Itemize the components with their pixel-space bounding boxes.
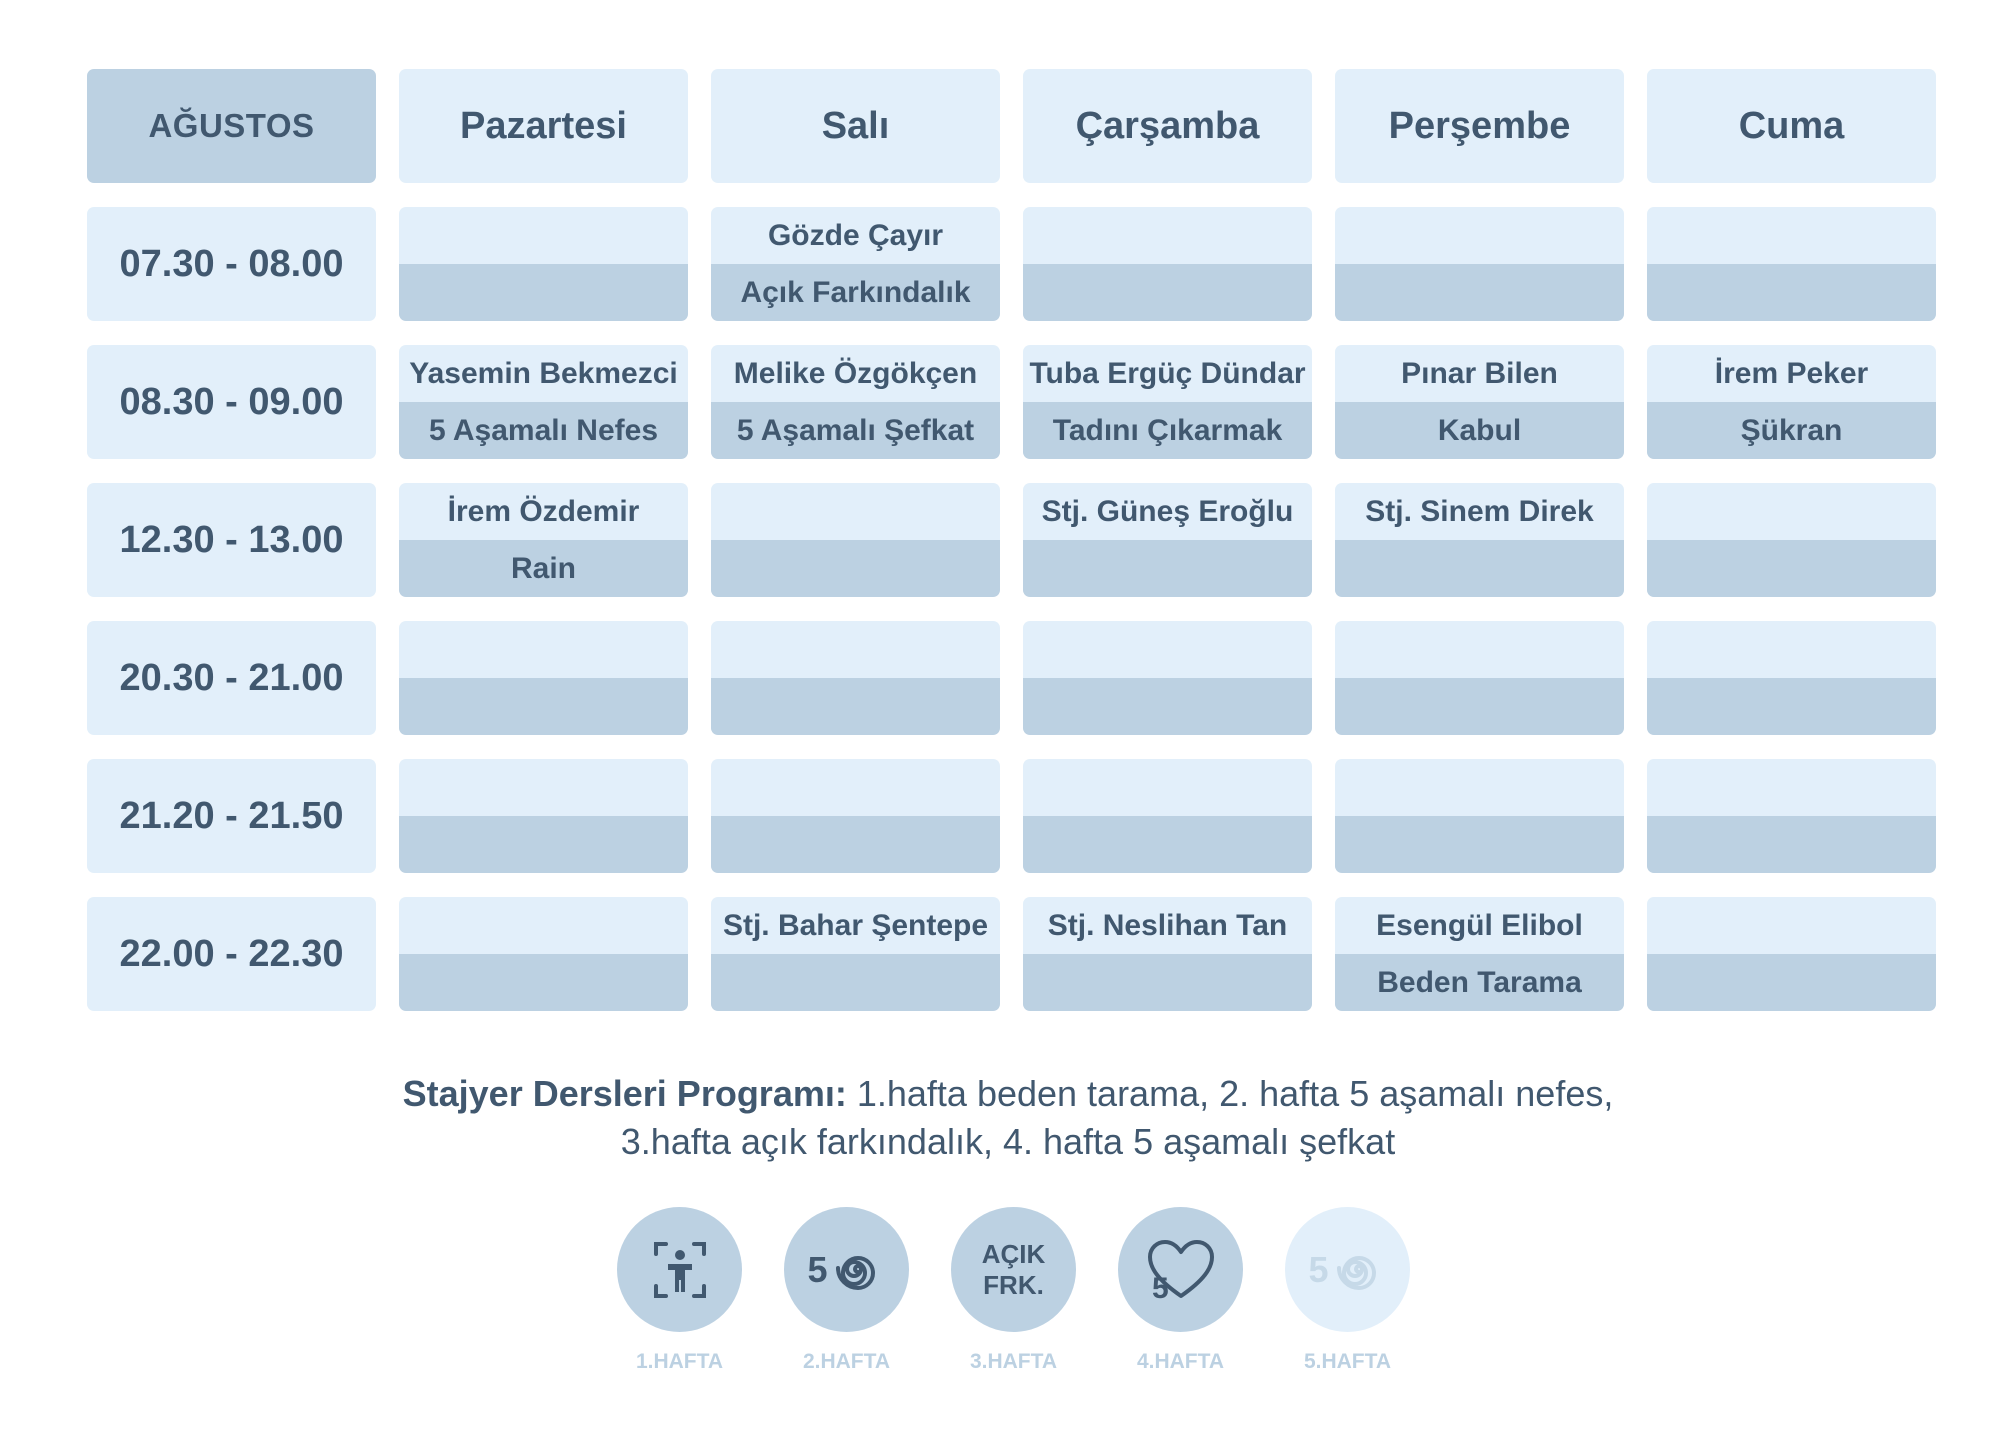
week-badges (617, 1207, 1410, 1374)
practice-name (1023, 264, 1312, 321)
session-cell[interactable] (711, 897, 1000, 1011)
session-cell[interactable] (1023, 759, 1312, 873)
practice-name (1023, 954, 1312, 1011)
instructor-name: Melike Özgökçen (711, 345, 1000, 402)
instructor-name (711, 621, 1000, 678)
instructor-name (711, 759, 1000, 816)
instructor-name: Gözde Çayır (711, 207, 1000, 264)
practice-name (1335, 678, 1624, 735)
practice-name (1023, 816, 1312, 873)
time-slot: 22.00 - 22.30 (87, 897, 376, 1011)
practice-name: Açık Farkındalık (711, 264, 1000, 321)
session-cell[interactable] (711, 345, 1000, 459)
instructor-name: İrem Peker (1647, 345, 1936, 402)
session-cell[interactable] (399, 897, 688, 1011)
week-badge-1 (617, 1207, 742, 1374)
practice-name (1647, 264, 1936, 321)
session-cell[interactable] (399, 483, 688, 597)
session-cell[interactable] (1335, 759, 1624, 873)
intern-program-note (0, 1070, 2016, 1166)
instructor-name (399, 759, 688, 816)
schedule-grid (87, 69, 1936, 1011)
week-label: 3.HAFTA (969, 1350, 1058, 1373)
practice-name (1647, 678, 1936, 735)
instructor-name: Tuba Ergüç Dündar (1023, 345, 1312, 402)
session-cell[interactable] (1023, 207, 1312, 321)
practice-name (1647, 540, 1936, 597)
practice-name (711, 954, 1000, 1011)
instructor-name (399, 207, 688, 264)
instructor-name (1335, 207, 1624, 264)
instructor-name (399, 621, 688, 678)
week-badge-4 (1118, 1207, 1243, 1374)
practice-name (1335, 264, 1624, 321)
time-slot: 07.30 - 08.00 (87, 207, 376, 321)
instructor-name: Pınar Bilen (1335, 345, 1624, 402)
session-cell[interactable] (711, 483, 1000, 597)
instructor-name: İrem Özdemir (399, 483, 688, 540)
open-awareness-icon (951, 1207, 1076, 1332)
day-header-tuesday: Salı (711, 69, 1000, 183)
time-slot: 21.20 - 21.50 (87, 759, 376, 873)
session-cell[interactable] (1647, 345, 1936, 459)
session-cell[interactable] (711, 759, 1000, 873)
session-cell[interactable] (399, 621, 688, 735)
note-line-1: 1.hafta beden tarama, 2. hafta 5 aşamalı nefes, (846, 1073, 1614, 1114)
week-number: 5 (1152, 1272, 1169, 1305)
session-cell[interactable] (1023, 897, 1312, 1011)
practice-name (1335, 816, 1624, 873)
week-label: 2.HAFTA (802, 1350, 891, 1373)
day-header-friday: Cuma (1647, 69, 1936, 183)
instructor-name: Stj. Neslihan Tan (1023, 897, 1312, 954)
note-line-2: 3.hafta açık farkındalık, 4. hafta 5 aşamalı şefkat (620, 1121, 1396, 1162)
instructor-name (1647, 759, 1936, 816)
session-cell[interactable] (1335, 345, 1624, 459)
instructor-name (1647, 483, 1936, 540)
session-cell[interactable] (1647, 207, 1936, 321)
five-spiral-faded-icon (1285, 1207, 1410, 1332)
practice-name: Tadını Çıkarmak (1023, 402, 1312, 459)
instructor-name (1335, 621, 1624, 678)
session-cell[interactable] (1023, 483, 1312, 597)
session-cell[interactable] (399, 207, 688, 321)
badge-text-line-2: FRK. (983, 1269, 1044, 1300)
instructor-name (1023, 621, 1312, 678)
instructor-name (1647, 897, 1936, 954)
session-cell[interactable] (1647, 897, 1936, 1011)
body-scan-icon (617, 1207, 742, 1332)
time-slot: 12.30 - 13.00 (87, 483, 376, 597)
practice-name (1023, 540, 1312, 597)
five-spiral-icon (784, 1207, 909, 1332)
week-number: 5 (807, 1249, 828, 1290)
instructor-name (1023, 207, 1312, 264)
month-header: AĞUSTOS (87, 69, 376, 183)
session-cell[interactable] (711, 621, 1000, 735)
practice-name (399, 954, 688, 1011)
practice-name: Kabul (1335, 402, 1624, 459)
instructor-name (711, 483, 1000, 540)
session-cell[interactable] (711, 207, 1000, 321)
practice-name (399, 264, 688, 321)
week-label: 4.HAFTA (1136, 1350, 1225, 1373)
practice-name: Rain (399, 540, 688, 597)
session-cell[interactable] (1335, 483, 1624, 597)
day-header-wednesday: Çarşamba (1023, 69, 1312, 183)
practice-name (1023, 678, 1312, 735)
week-badge-3 (951, 1207, 1076, 1374)
session-cell[interactable] (1023, 345, 1312, 459)
practice-name (711, 540, 1000, 597)
note-title: Stajyer Dersleri Programı: (402, 1073, 847, 1114)
instructor-name (399, 897, 688, 954)
session-cell[interactable] (399, 759, 688, 873)
practice-name: Beden Tarama (1335, 954, 1624, 1011)
session-cell[interactable] (1335, 897, 1624, 1011)
instructor-name (1023, 759, 1312, 816)
practice-name (1647, 816, 1936, 873)
session-cell[interactable] (399, 345, 688, 459)
time-slot: 08.30 - 09.00 (87, 345, 376, 459)
instructor-name: Stj. Bahar Şentepe (711, 897, 1000, 954)
practice-name: 5 Aşamalı Nefes (399, 402, 688, 459)
week-number: 5 (1308, 1249, 1329, 1290)
instructor-name: Stj. Güneş Eroğlu (1023, 483, 1312, 540)
instructor-name: Esengül Elibol (1335, 897, 1624, 954)
week-badge-5 (1285, 1207, 1410, 1374)
week-label: 1.HAFTA (635, 1350, 724, 1373)
badge-text-line-1: AÇIK (981, 1238, 1046, 1269)
time-slot: 20.30 - 21.00 (87, 621, 376, 735)
week-label: 5.HAFTA (1303, 1350, 1392, 1373)
practice-name: Şükran (1647, 402, 1936, 459)
instructor-name: Stj. Sinem Direk (1335, 483, 1624, 540)
session-cell[interactable] (1335, 621, 1624, 735)
session-cell[interactable] (1647, 621, 1936, 735)
day-header-monday: Pazartesi (399, 69, 688, 183)
practice-name (399, 816, 688, 873)
day-header-thursday: Perşembe (1335, 69, 1624, 183)
session-cell[interactable] (1335, 207, 1624, 321)
heart-five-icon (1118, 1207, 1243, 1332)
instructor-name (1647, 621, 1936, 678)
instructor-name (1335, 759, 1624, 816)
practice-name: 5 Aşamalı Şefkat (711, 402, 1000, 459)
practice-name (399, 678, 688, 735)
instructor-name (1647, 207, 1936, 264)
practice-name (1647, 954, 1936, 1011)
session-cell[interactable] (1647, 483, 1936, 597)
week-badge-2 (784, 1207, 909, 1374)
practice-name (1335, 540, 1624, 597)
session-cell[interactable] (1647, 759, 1936, 873)
practice-name (711, 816, 1000, 873)
practice-name (711, 678, 1000, 735)
session-cell[interactable] (1023, 621, 1312, 735)
instructor-name: Yasemin Bekmezci (399, 345, 688, 402)
